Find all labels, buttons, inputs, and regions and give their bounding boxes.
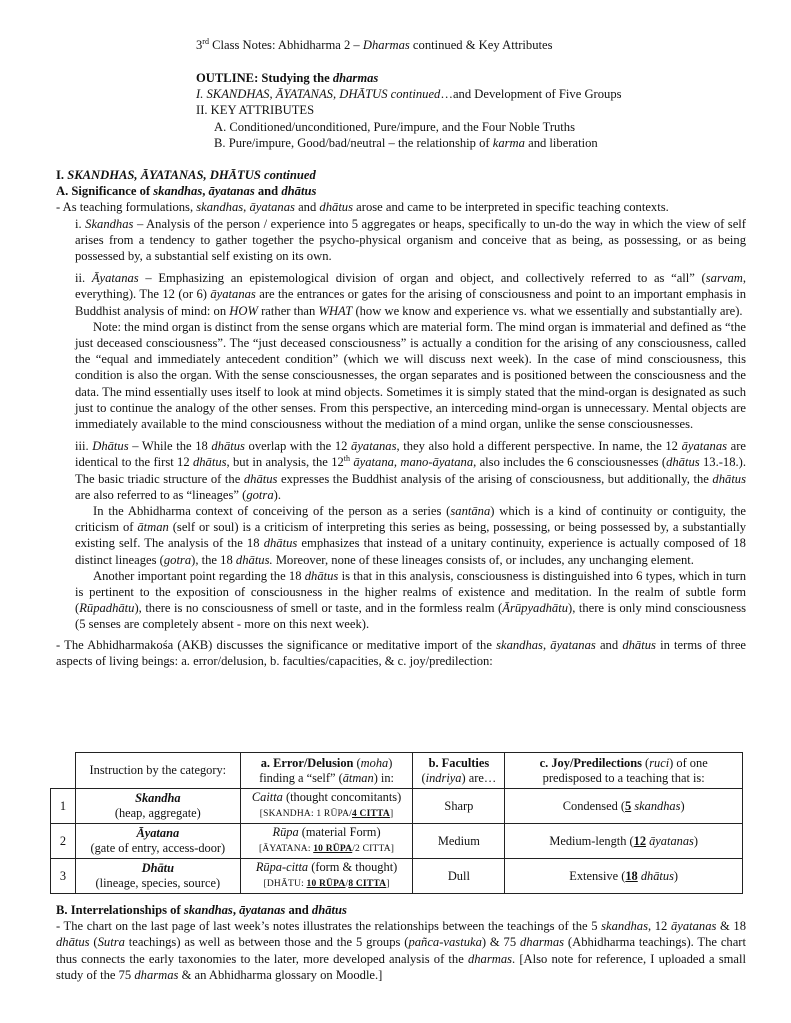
row-error-text: (thought concomitants)	[282, 790, 402, 804]
section-b-heading-text: B. Interrelationships of	[56, 903, 184, 917]
series-text-3: (self or soul) is a criticism of interpreting this series as being, possessing, or being possessed by, a substantially existing self. The analysis of the 18	[75, 520, 746, 551]
breakdown-highlight: 4 CITTA	[352, 809, 390, 819]
section-one-heading-num: I.	[56, 168, 68, 182]
intro-text-4: arose and came to be interpreted in specific teaching contexts.	[353, 200, 669, 215]
row-error-breakdown	[263, 879, 389, 889]
header-error-line2-end: ) in:	[373, 770, 394, 785]
dhatus-num: iii.	[75, 439, 93, 454]
row-joy-term: skandhas	[631, 798, 681, 813]
row-joy	[505, 859, 743, 894]
section-b-heading	[56, 902, 746, 918]
sb-text-5: teachings) as well as between those and the 5 groups (	[124, 935, 409, 950]
dhatus-term-8: dhātus	[243, 471, 278, 486]
row-joy-end: )	[693, 833, 698, 848]
row-faculty: Dull	[413, 859, 505, 894]
series-text-6: Moreover, none of these lineages consists of, or includes, any unchanging element.	[272, 552, 694, 567]
header-emphasis: Dharmas	[362, 38, 410, 52]
consciousness-text-3: ), there is no consciousness of smell or taste, and in the formless realm (	[134, 601, 503, 616]
akb-text-2: ,	[542, 637, 551, 652]
dhatus-term-6: āyatana, mano-āyatana	[350, 455, 474, 470]
sb-term-2: āyatanas	[670, 919, 717, 934]
outline-item-2: II. KEY ATTRIBUTES	[196, 103, 315, 118]
series-term-3: dhātus	[263, 536, 298, 551]
dhatus-ordinal: th	[343, 454, 351, 464]
row-category	[75, 859, 240, 894]
series-text-1: In the Abhidharma context of conceiving of the person as a series (	[93, 504, 451, 519]
header-error-line2: finding a “self” (	[259, 770, 343, 785]
consciousness-text-1: Another important point regarding the 18	[93, 568, 305, 583]
row-error	[240, 789, 413, 824]
row-category-gloss: (gate of entry, access-door)	[90, 841, 226, 855]
dhatus-text-8: expresses the Buddhist analysis of the arising of consciousness, but additionally, the	[277, 471, 713, 486]
subsection-a-term-3: dhātus	[281, 184, 317, 199]
intro-term-1: skandhas	[196, 200, 244, 215]
row-joy-end: )	[673, 868, 679, 883]
dhatus-text-10: ).	[273, 487, 281, 502]
header-text-end: continued & Key Attributes	[409, 38, 553, 52]
row-category	[75, 789, 240, 824]
series-text-5: ), the 18	[191, 552, 236, 567]
section-b-sep-1: ,	[232, 903, 240, 917]
header-ordinal: rd	[202, 36, 209, 46]
row-error-breakdown	[259, 844, 394, 854]
sb-text-3: & 18	[716, 919, 747, 934]
section-b-paragraph	[56, 918, 746, 983]
header-error-line2-term: ātman	[342, 770, 374, 785]
outline-item-2b-emphasis: karma	[492, 135, 525, 150]
mind-organ-note: Note: the mind organ is distinct from the sense organs which are material form. The mind organ is immaterial and defined as “the just deceased consciousness”. The “just deceased consciousness” is actually a condition for the arising of any consciousness, called the “equal and immediately antecedent condition” (which we will discuss next week). In the case of mind consciousness, this condition is also the organ. With the sense consciousnesses, the organ separates and is positioned between the consciousness and the data. The mind essentially uses itself to look at mind objects. Sometimes it is simply stated that the mind-organ is designated as such just to continue the analogy of the other senses. From this perspective, an interceding mind-organ is unnecessary. Mental objects are immediately available to the mind consciousness without the mediation of a mind organ, unlike the sense consciousnesses.	[75, 319, 746, 432]
consciousness-text-2: is that in this analysis, consciousness is distinguished into 6 types, which in turn is pertinent to the exposition of consciousness in the higher realms of existence and meditation. In the realm of subtle form (	[75, 568, 746, 616]
row-faculty: Sharp	[413, 789, 505, 824]
sb-term-4: Sutra	[97, 935, 125, 950]
consciousness-term-2: Rūpadhātu	[79, 601, 135, 616]
header-number: 3	[196, 38, 203, 52]
row-category-name: Dhātu	[141, 861, 174, 875]
header-joy-paren: (	[641, 755, 650, 770]
row-category-gloss: (lineage, species, source)	[95, 876, 221, 890]
subsection-a-term-1: skandhas	[153, 184, 203, 199]
header-faculties-paren: (	[421, 770, 426, 785]
header-text: Class Notes: Abhidharma 2 –	[208, 38, 363, 52]
section-one-heading	[56, 167, 746, 183]
consciousness-text-4: ), there is only mind consciousness (5 senses are completely absent - more on this next week).	[75, 601, 746, 632]
row-joy-end: )	[680, 798, 685, 813]
dhatus-text-7: 13.-18.). The basic triadic structure of the	[75, 455, 746, 486]
table-corner	[51, 753, 76, 789]
subsection-a-heading	[56, 183, 746, 199]
skandhas-term: Skandhas	[85, 216, 134, 231]
header-joy-title: c. Joy/Predilections	[539, 755, 642, 770]
outline-item-1	[196, 86, 756, 102]
sb-text-2: , 12	[648, 919, 671, 934]
intro-text-3: and	[294, 200, 320, 215]
aspects-table	[50, 752, 743, 894]
dhatus-text-1: – While the 18	[128, 439, 212, 454]
subsection-a-sep-1: ,	[202, 184, 209, 199]
series-term-5: dhātus.	[235, 552, 273, 567]
table-row	[51, 789, 743, 824]
series-text-2: ) which is a kind of continuity or contiguity, the criticism of	[75, 504, 746, 535]
header-error-close: )	[388, 755, 393, 770]
table-row	[51, 824, 743, 859]
row-category	[75, 824, 240, 859]
skandhas-text: – Analysis of the person / experience into 5 aggregates or heaps, specifically to un-do the way in which the view of self arises from a tendency to gather together the psycho-physical organism and conceive that as being, as possessing, or as being possessed by, a substantial self existing on its own.	[75, 216, 746, 264]
ayatanas-text-2: , everything). The 12 (or 6)	[75, 271, 746, 302]
breakdown-highlight: 10 RŪPA	[313, 844, 353, 854]
sb-term-3: dhātus	[56, 935, 90, 950]
sb-term-5: pañca-vastuka	[408, 935, 482, 950]
series-term-2: ātman	[137, 520, 169, 535]
row-error-text: (form & thought)	[308, 860, 398, 874]
row-joy-term: āyatanas	[646, 833, 694, 848]
dhatus-text-3: , they also hold a different perspective. In name, the 12	[396, 439, 682, 454]
ayatanas-text-3: are the entrances or gates for the arising of consciousness and point to an important emphasis in Buddhist analysis of mind: on	[75, 287, 747, 318]
dhatus-term-7: dhātus	[666, 455, 700, 470]
row-error-text: (material Form)	[298, 825, 381, 839]
akb-term-2: āyatanas	[550, 637, 596, 652]
row-faculty: Medium	[413, 824, 505, 859]
dhatus-term-4: āyatanas	[681, 439, 728, 454]
dhatus-term-10: gotra	[246, 487, 274, 502]
breakdown-text: [DHĀTU:	[263, 879, 307, 889]
outline	[196, 70, 756, 151]
row-joy-count: 18	[625, 868, 638, 883]
outline-item-2b-text-end: and liberation	[524, 135, 598, 150]
row-error	[240, 824, 413, 859]
sb-term-1: skandhas	[601, 919, 649, 934]
row-joy-text: Medium-length (	[549, 833, 634, 848]
akb-paragraph	[56, 637, 746, 669]
dhatus-term-5: dhātus	[192, 455, 227, 470]
header-error-paren: (	[353, 755, 361, 770]
breakdown-text: [SKANDHA: 1 RŪPA/	[259, 809, 353, 819]
ayatanas-term-4: HOW	[229, 303, 258, 318]
row-joy	[505, 824, 743, 859]
row-number: 1	[51, 789, 76, 824]
akb-text-4: in terms of three aspects of living beings: a. error/delusion, b. faculties/capacities, & c. joy/predilection:	[56, 637, 747, 668]
row-category-gloss: (heap, aggregate)	[114, 806, 201, 820]
outline-item-1-text: …and Development of Five Groups	[440, 87, 622, 102]
intro-paragraph	[56, 199, 746, 215]
sb-text-8: . [Also note for reference, I uploaded a small study of the 75	[56, 951, 746, 982]
akb-term-1: skandhas	[496, 637, 543, 652]
sb-text-6: ) & 75	[481, 935, 520, 950]
intro-text-1: - As teaching formulations,	[56, 200, 197, 215]
header-joy	[505, 753, 743, 789]
breakdown-end: ]	[389, 809, 394, 819]
skandhas-num: i.	[75, 216, 86, 231]
header-error-term: moha	[360, 755, 389, 770]
section-one-heading-title: SKANDHAS, ĀYATANAS, DHĀTUS continued	[67, 168, 316, 182]
outline-item-2b	[196, 135, 756, 151]
consciousness-term-1: dhātus	[304, 568, 339, 583]
consciousness-paragraph	[56, 568, 746, 633]
row-number: 3	[51, 859, 76, 894]
outline-title-text: OUTLINE: Studying the	[196, 71, 333, 85]
akb-text-1: - The Abhidharmakośa (AKB) discusses the significance or meditative import of the	[56, 637, 497, 652]
ayatanas-term-5: WHAT	[318, 303, 353, 318]
header-joy-end: ) of one	[669, 755, 708, 770]
row-joy-term: dhātus	[637, 868, 674, 883]
row-joy-count: 5	[625, 798, 632, 813]
row-joy-text: Extensive (	[569, 868, 626, 883]
header-faculties-title: b. Faculties	[428, 755, 490, 770]
header-error	[240, 753, 413, 789]
header-faculties	[413, 753, 505, 789]
consciousness-term-3: Ārūpyadhātu	[502, 601, 569, 616]
sb-text-1: - The chart on the last page of last week’s notes illustrates the relationships between the teachings of the 5	[56, 919, 602, 934]
sb-term-6: dharmas	[519, 935, 565, 950]
breakdown-end: /2 CITTA]	[352, 844, 395, 854]
dhatus-term: Dhātus	[92, 439, 129, 454]
intro-text-2: ,	[243, 200, 250, 215]
breakdown-end: ]	[386, 879, 390, 889]
sb-text-7: (Abhidharma teachings). The chart thus connects the early taxonomies to the later, more developed analysis of the	[56, 935, 746, 966]
outline-title-emphasis: dharmas	[332, 71, 379, 85]
section-one	[56, 167, 746, 669]
header-faculties-term: indriya	[425, 770, 462, 785]
dhatus-text-6: , also includes the 6 consciousnesses (	[473, 455, 667, 470]
header-faculties-end: ) are…	[461, 770, 497, 785]
table-header-row	[51, 753, 743, 789]
intro-term-2: āyatanas	[249, 200, 295, 215]
ayatanas-text-4: rather than	[257, 303, 319, 318]
akb-term-3: dhātus	[622, 637, 656, 652]
header-instruction: Instruction by the category:	[75, 753, 240, 789]
ayatanas-paragraph	[56, 270, 746, 319]
series-paragraph	[56, 503, 746, 568]
akb-text-3: and	[595, 637, 623, 652]
series-text-4: emphasizes that instead of a unitary continuity, experience is actually composed of 18 distinct lineages (	[75, 536, 746, 567]
skandhas-paragraph	[56, 216, 746, 265]
ayatanas-num: ii.	[75, 271, 92, 286]
dhatus-term-9: dhātus	[712, 471, 747, 486]
breakdown-sep: /	[345, 879, 349, 889]
row-error	[240, 859, 413, 894]
section-b-sep-2: and	[285, 903, 312, 917]
outline-item-2a: A. Conditioned/unconditioned, Pure/impure, and the Four Noble Truths	[214, 119, 575, 134]
dhatus-term-2: dhātus	[211, 439, 245, 454]
page-header	[196, 37, 756, 53]
sb-text-4: (	[89, 935, 98, 950]
row-error-term: Rūpa-citta	[255, 860, 309, 874]
row-joy-count: 12	[633, 833, 647, 848]
breakdown-highlight: 10 RŪPA	[306, 879, 346, 889]
section-b-term-2: āyatanas	[239, 903, 286, 917]
row-category-name: Āyatana	[136, 826, 180, 840]
ayatanas-term-3: āyatanas	[210, 287, 256, 302]
dhatus-text-5: , but in analysis, the 12	[226, 455, 344, 470]
outline-item-2b-text: B. Pure/impure, Good/bad/neutral – the relationship of	[214, 135, 493, 150]
header-joy-line2: predisposed to a teaching that is:	[542, 770, 705, 785]
sb-term-8: dharmas	[134, 967, 179, 982]
breakdown-highlight-2: 8 CITTA	[348, 879, 387, 889]
ayatanas-text-1: – Emphasizing an epistemological division of organ and object, and collectively referred to as “all” (	[138, 271, 706, 286]
outline-title	[196, 70, 756, 86]
sb-term-7: dharmas	[467, 951, 513, 966]
sb-text-9: & an Abhidharma glossary on Moodle.]	[178, 967, 383, 982]
row-category-name: Skandha	[135, 791, 181, 805]
subsection-a-text: A. Significance of	[56, 184, 154, 199]
subsection-a-term-2: āyatanas	[208, 184, 255, 199]
row-joy	[505, 789, 743, 824]
dhatus-term-3: āyatanas	[351, 439, 397, 454]
row-joy-text: Condensed (	[562, 798, 626, 813]
row-number: 2	[51, 824, 76, 859]
series-term-4: gotra	[163, 552, 192, 567]
dhatus-text-9: are also referred to as “lineages” (	[75, 487, 247, 502]
header-joy-term: ruci	[649, 755, 670, 770]
ayatanas-term: Āyatanas	[91, 271, 139, 286]
intro-term-3: dhātus	[319, 200, 354, 215]
section-b	[56, 902, 746, 983]
row-error-breakdown	[260, 809, 394, 819]
row-error-term: Caitta	[251, 790, 283, 804]
header-error-title: a. Error/Delusion	[260, 755, 354, 770]
dhatus-text-4: are identical to the first 12	[75, 439, 747, 470]
breakdown-text: [ĀYATANA:	[258, 844, 314, 854]
section-b-term-1: skandhas	[183, 903, 233, 917]
table-row	[51, 859, 743, 894]
section-b-term-3: dhātus	[311, 903, 347, 917]
dhatus-text-2: overlap with the 12	[244, 439, 352, 454]
dhatus-paragraph	[56, 438, 746, 503]
ayatanas-term-2: sarvam	[705, 271, 743, 286]
subsection-a-sep-2: and	[254, 184, 282, 199]
outline-item-1-emphasis: I. SKANDHAS, ĀYATANAS, DHĀTUS continued	[196, 87, 441, 102]
ayatanas-text-5: (how we know and experience vs. what we essentially and substantially are).	[352, 303, 743, 318]
row-error-term: Rūpa	[272, 825, 299, 839]
series-term-1: santāna	[450, 504, 491, 519]
